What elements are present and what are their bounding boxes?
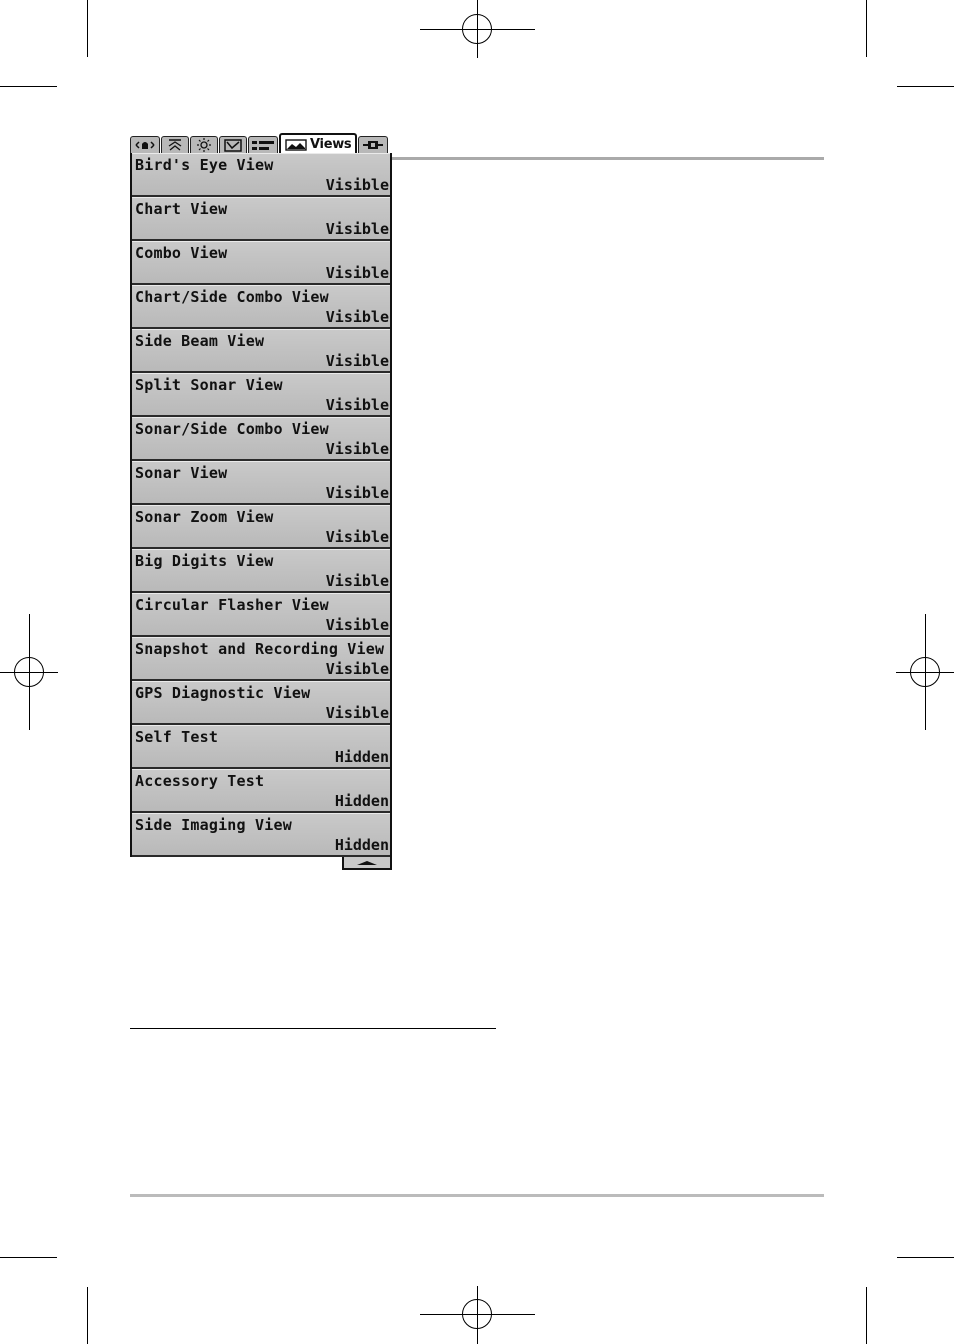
footnote-rule [130,1028,496,1029]
crop-mark [0,86,57,87]
views-menu [130,131,392,857]
menu-item-value: Visible [325,264,389,282]
menu-item-side-beam-view[interactable] [132,329,390,373]
menu-item-name: GPS Diagnostic View [135,684,311,702]
menu-item-name: Accessory Test [135,772,265,790]
tab-views[interactable] [279,133,357,154]
menu-item-value: Visible [325,528,389,546]
menu-item-value: Visible [325,308,389,326]
tab-views-label: Views [310,137,352,152]
menu-item-value: Hidden [334,748,389,766]
menu-item-circular-flasher-view[interactable] [132,593,390,637]
alarms-tab-icon [134,139,156,151]
crop-mark [87,0,88,57]
menu-item-list [130,153,392,857]
crop-mark [866,0,867,57]
setup-tab-icon [196,138,212,152]
menu-item-value: Visible [325,176,389,194]
menu-item-gps-diagnostic-view[interactable] [132,681,390,725]
tab-accessories[interactable] [358,136,388,153]
menu-item-split-sonar-view[interactable] [132,373,390,417]
menu-item-value: Visible [325,396,389,414]
menu-item-name: Side Imaging View [135,816,292,834]
menu-item-combo-view[interactable] [132,241,390,285]
menu-item-side-imaging-view[interactable] [132,813,390,857]
menu-item-name: Bird's Eye View [135,156,274,174]
menu-item-self-test[interactable] [132,725,390,769]
menu-item-value: Visible [325,704,389,722]
menu-item-big-digits-view[interactable] [132,549,390,593]
menu-item-name: Chart View [135,200,228,218]
menu-item-value: Visible [325,572,389,590]
menu-item-name: Snapshot and Recording View [135,640,385,658]
menu-item-sonar-side-combo-view[interactable] [132,417,390,461]
menu-item-value: Visible [325,484,389,502]
sonar-tab-icon [167,139,183,151]
crop-mark [897,86,954,87]
menu-item-value: Visible [325,660,389,678]
menu-item-accessory-test[interactable] [132,769,390,813]
menu-item-value: Visible [325,616,389,634]
tab-chart[interactable] [219,136,247,153]
menu-item-name: Combo View [135,244,228,262]
views-tab-icon [285,139,307,151]
tab-setup[interactable] [190,136,218,153]
crop-mark [897,1257,954,1258]
menu-item-name: Split Sonar View [135,376,283,394]
scroll-up-button[interactable] [342,857,392,870]
accessories-tab-icon [362,139,384,151]
chart-tab-icon [224,139,242,152]
menu-item-name: Circular Flasher View [135,596,329,614]
navigation-tab-icon [251,139,275,152]
scroll-up-arrow-icon [356,860,378,866]
menu-item-value: Visible [325,220,389,238]
menu-item-value: Visible [325,440,389,458]
menu-item-name: Sonar/Side Combo View [135,420,329,438]
menu-item-value: Visible [325,352,389,370]
menu-tab-bar [130,131,392,153]
menu-item-chart-side-combo-view[interactable] [132,285,390,329]
menu-item-name: Sonar View [135,464,228,482]
menu-item-value: Hidden [334,836,389,854]
crop-mark [0,1257,57,1258]
menu-item-name: Chart/Side Combo View [135,288,329,306]
crop-mark [866,1287,867,1344]
menu-item-snapshot-recording-view[interactable] [132,637,390,681]
menu-item-chart-view[interactable] [132,197,390,241]
header-rule [392,157,824,160]
tab-navigation[interactable] [248,136,278,153]
tab-sonar[interactable] [161,136,189,153]
menu-item-birds-eye-view[interactable] [132,153,390,197]
footer-rule [130,1194,824,1197]
tab-alarms[interactable] [130,136,160,153]
menu-item-name: Big Digits View [135,552,274,570]
menu-item-sonar-zoom-view[interactable] [132,505,390,549]
menu-item-value: Hidden [334,792,389,810]
menu-item-sonar-view[interactable] [132,461,390,505]
menu-item-name: Side Beam View [135,332,265,350]
menu-item-name: Sonar Zoom View [135,508,274,526]
crop-mark [87,1287,88,1344]
menu-item-name: Self Test [135,728,219,746]
